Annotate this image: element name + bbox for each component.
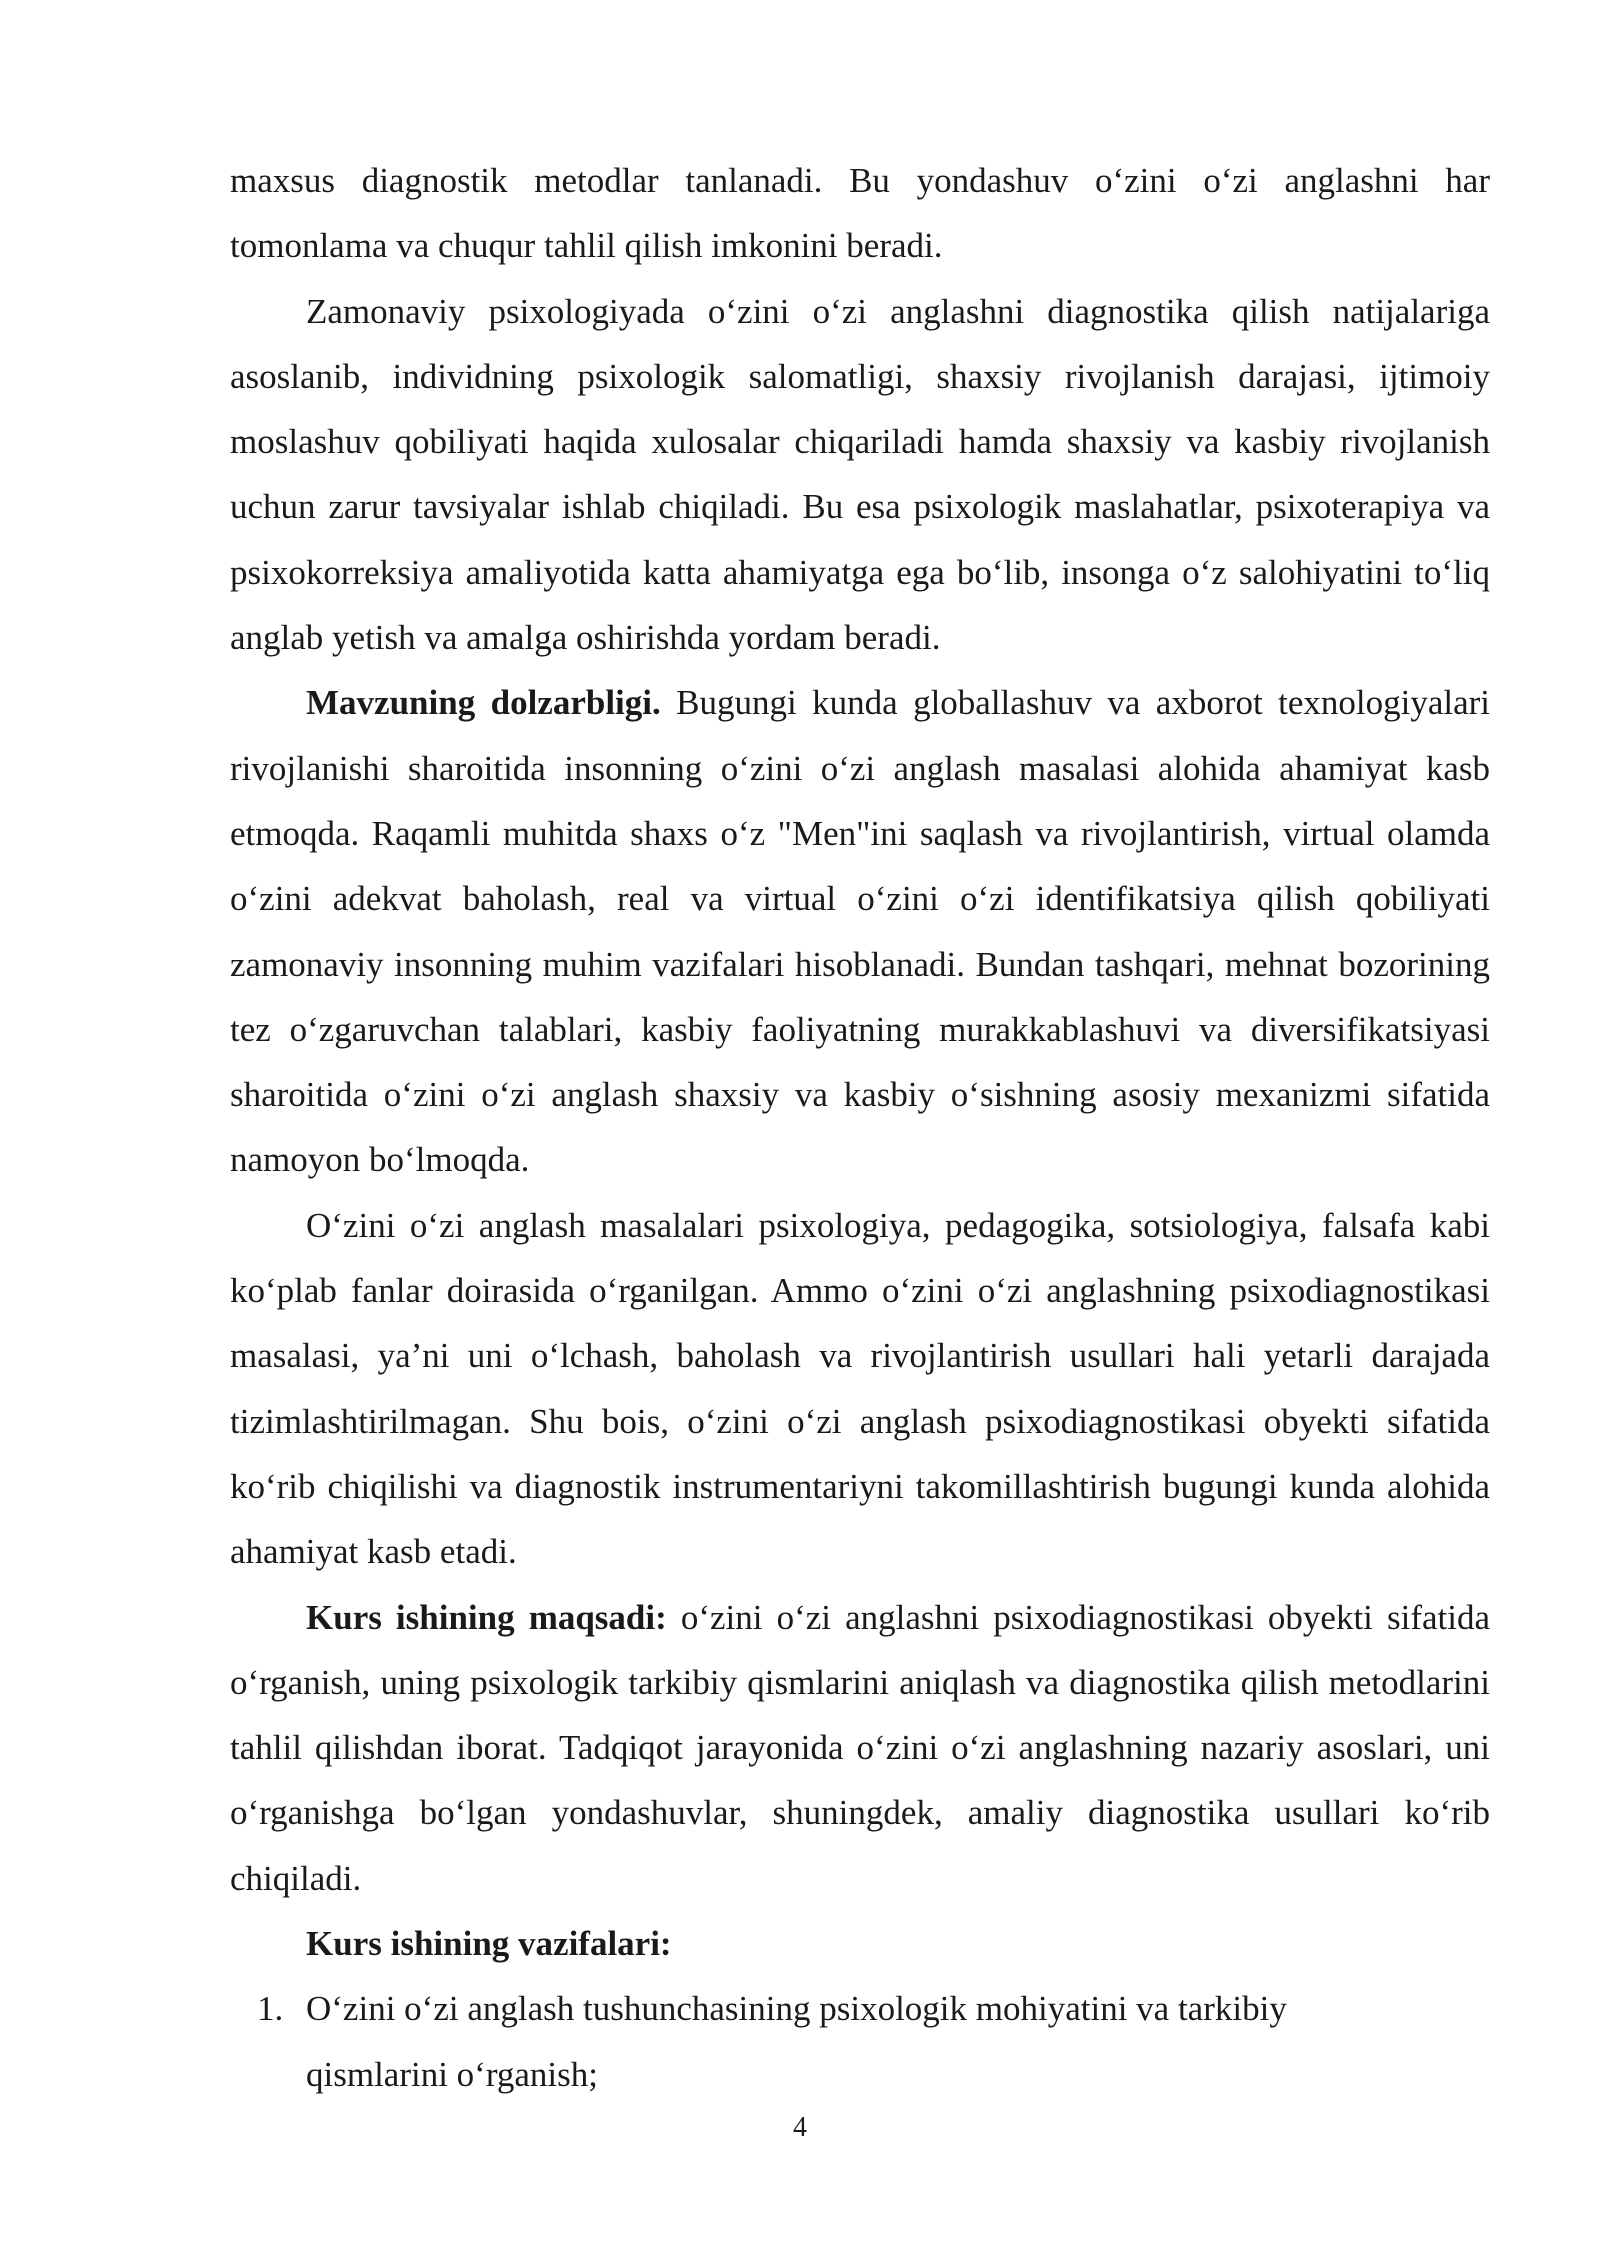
tasks-heading: Kurs ishining vazifalari: — [306, 1924, 672, 1964]
interdisciplinary-paragraph: O‘zini o‘zi anglash masalalari psixologiya, pedagogika, sotsiologiya, falsafa kabi ko‘plab fanlar doirasida o‘rganilgan. Ammo o‘zini o‘zi anglashning psixodiagnostikasi masalasi, ya’ni uni o‘lchash, baholash va rivojlantirish usullari hali yetarli darajada tizimlashtirilmagan. Shu bois, o‘zini o‘zi anglash psixodiagnostikasi obyekti sifatida ko‘rib chiqilishi va diagnostik instrumentariyni takomillashtirish bugungi kunda alohida ahamiyat kasb etadi. — [230, 1205, 1490, 1572]
relevance-body: Bugungi kunda globallashuv va axborot texnologiyalari rivojlanishi sharoitida insonning o‘zini o‘zi anglash masalasi alohida ahamiyat kasb etmoqda. Raqamli muhitda shaxs o‘z "Men"ini saqlash va rivojlantirish, virtual olamda o‘zini adekvat baholash, real va virtual o‘zini o‘zi identifikatsiya qilish qobiliyati zamonaviy insonning muhim vazifalari hisoblanadi. Bundan tashqari, mehnat bozorining tez o‘zgaruvchan talablari, kasbiy faoliyatning murakkablashuvi va diversifikatsiyasi sharoitida o‘zini o‘zi anglash shaxsiy va kasbiy o‘sishning asosiy mexanizmi sifatida namoyon bo‘lmoqda. — [230, 683, 1490, 1180]
intro-continuation-paragraph: maxsus diagnostik metodlar tanlanadi. Bu yondashuv o‘zini o‘zi anglashni har tomonlama va chuqur tahlil qilish imkonini beradi. — [230, 161, 1490, 266]
document-page — [230, 148, 1490, 2107]
list-item-number: 1. — [257, 1989, 284, 2029]
page-number: 4 — [793, 2112, 807, 2143]
modern-psychology-paragraph: Zamonaviy psixologiyada o‘zini o‘zi anglashni diagnostika qilish natijalariga asoslanib, individning psixologik salomatligi, shaxsiy rivojlanish darajasi, ijtimoiy moslashuv qobiliyati haqida xulosalar chiqariladi hamda shaxsiy va kasbiy rivojlanish uchun zarur tavsiyalar ishlab chiqiladi. Bu esa psixologik maslahatlar, psixoterapiya va psixokorreksiya amaliyotida katta ahamiyatga ega bo‘lib, insonga o‘z salohiyatini to‘liq anglab yetish va amalga oshirishda yordam beradi. — [230, 291, 1490, 658]
goal-body: o‘zini o‘zi anglashni psixodiagnostikasi obyekti sifatida o‘rganish, uning psixologik tarkibiy qismlarini aniqlash va diagnostika qilish metodlarini tahlil qilishdan iborat. Tadqiqot jarayonida o‘zini o‘zi anglashning nazariy asoslari, uni o‘rganishga bo‘lgan yondashuvlar, shuningdek, amaliy diagnostika usullari ko‘rib chiqiladi. — [230, 1597, 1490, 1898]
goal-heading: Kurs ishining maqsadi: — [306, 1597, 667, 1637]
relevance-heading: Mavzuning dolzarbligi. — [306, 683, 661, 723]
relevance-paragraph — [230, 670, 1490, 1192]
list-item — [230, 1976, 1490, 2107]
goal-paragraph — [230, 1585, 1490, 1911]
list-item-line: qismlarini o‘rganish; — [306, 2054, 598, 2094]
list-item-line: O‘zini o‘zi anglash tushunchasining psixologik mohiyatini va tarkibiy — [306, 1989, 1287, 2029]
